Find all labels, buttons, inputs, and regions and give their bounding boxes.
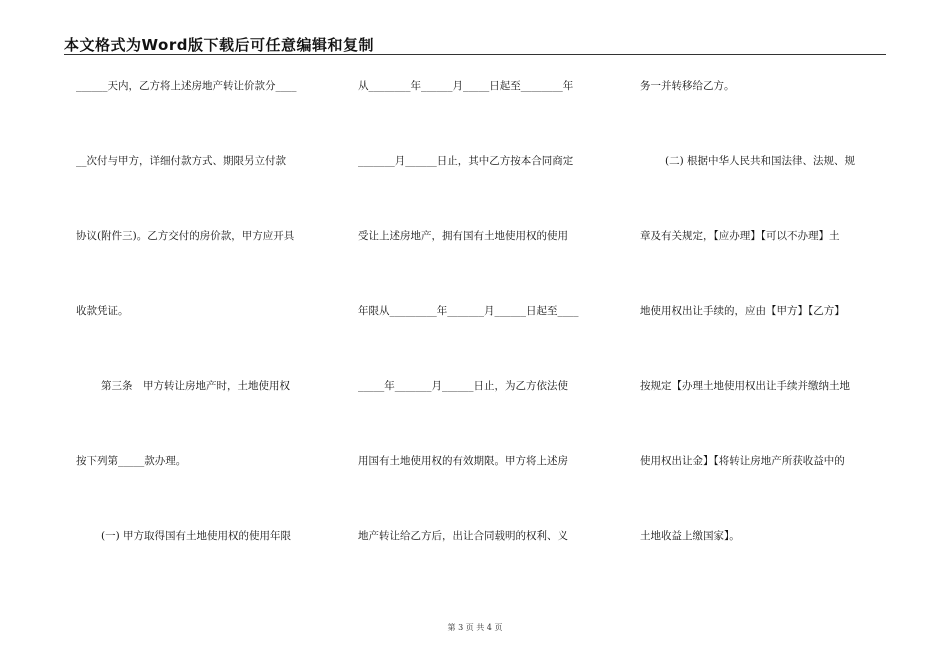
text-line: 按规定【办理土地使用权出让手续并缴纳土地 bbox=[640, 380, 850, 392]
text-line: 土地收益上缴国家】。 bbox=[640, 530, 740, 542]
text-line: 年限从_________年_______月______日起至____ bbox=[358, 305, 579, 317]
text-line: 受让上述房地产，拥有国有土地使用权的使用 bbox=[358, 230, 568, 242]
text-line: _____年_______月______日止，为乙方依法使 bbox=[358, 380, 568, 392]
text-column-1 bbox=[76, 78, 326, 603]
text-line: _______月______日止，其中乙方按本合同商定 bbox=[358, 155, 574, 167]
text-line: 用国有土地使用权的有效期限。甲方将上述房 bbox=[358, 455, 568, 467]
text-line: 地产转让给乙方后，出让合同载明的权利、义 bbox=[358, 530, 568, 542]
document-header-title: 本文格式为Word版下载后可任意编辑和复制 bbox=[64, 36, 374, 54]
text-line: ______天内，乙方将上述房地产转让价款分____ bbox=[76, 80, 297, 92]
text-line: (二) 根据中华人民共和国法律、法规、规 bbox=[665, 155, 856, 167]
text-line: 收款凭证。 bbox=[76, 305, 129, 317]
text-line: 使用权出让金】【将转让房地产所获收益中的 bbox=[640, 455, 845, 467]
header-divider bbox=[64, 54, 886, 55]
page-number: 第 3 页 共 4 页 bbox=[447, 623, 503, 632]
text-line: (一) 甲方取得国有土地使用权的使用年限 bbox=[101, 530, 292, 542]
text-column-2 bbox=[358, 78, 614, 603]
text-line: 协议(附件三)。乙方交付的房价款，甲方应开具 bbox=[76, 230, 295, 242]
text-column-3 bbox=[640, 78, 888, 603]
text-line: 从________年______月_____日起至________年 bbox=[358, 80, 574, 92]
text-line: 第三条 甲方转让房地产时，土地使用权 bbox=[101, 380, 290, 392]
text-line: __次付与甲方，详细付款方式、期限另立付款 bbox=[76, 155, 286, 167]
text-line: 务一并转移给乙方。 bbox=[640, 80, 735, 92]
text-line: 地使用权出让手续的，应由【甲方】【乙方】 bbox=[640, 305, 845, 317]
text-line: 按下列第_____款办理。 bbox=[76, 455, 187, 467]
text-line: 章及有关规定，【应办理】【可以不办理】土 bbox=[640, 230, 840, 242]
